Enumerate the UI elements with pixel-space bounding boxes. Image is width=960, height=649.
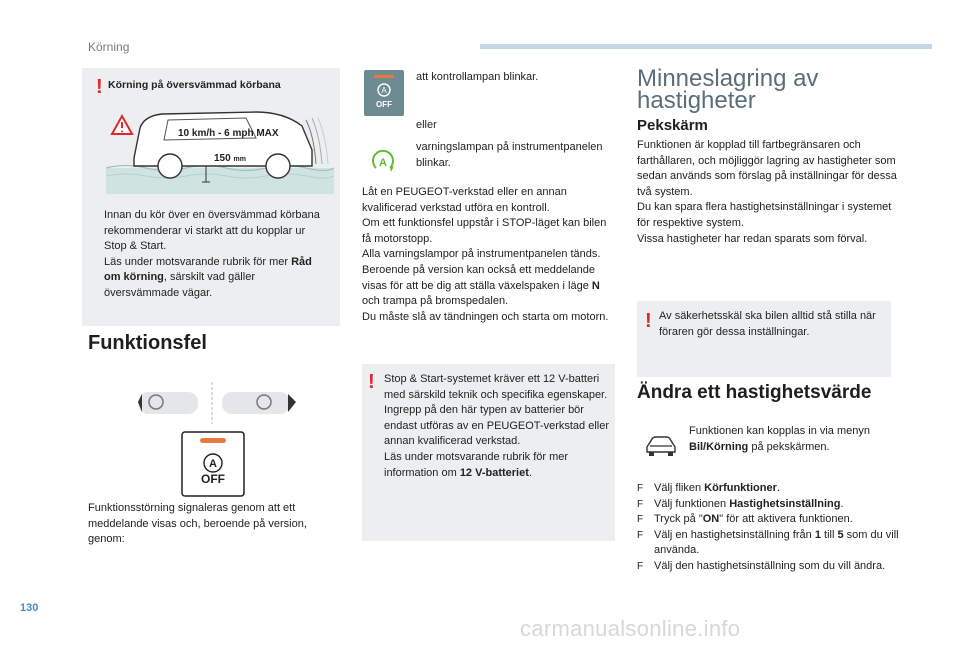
page-number: 130: [20, 602, 39, 614]
flood-depth-unit: mm: [233, 156, 246, 163]
step-bullet: F: [637, 529, 644, 541]
stop-start-warning-lamp-icon: [368, 148, 398, 174]
battery-text-3-suffix: .: [528, 466, 532, 479]
step-item: [637, 497, 899, 513]
funktionsfel-instructions: [362, 185, 616, 325]
speed-memory-description: [637, 138, 899, 247]
stop-start-icon-off-text: OFF: [376, 100, 392, 109]
flood-warning-title: Körning på översvämmad körbana: [108, 79, 281, 91]
step-4-suffix: som du vill använda.: [654, 528, 899, 557]
instruction-4-suffix: och trampa på bromspedalen.: [362, 295, 509, 308]
svg-text:A: A: [379, 157, 387, 169]
header-bar: [480, 44, 932, 49]
stop-start-button-off-label: OFF: [201, 472, 225, 486]
step-3-suffix: " för att aktivera funktionen.: [719, 513, 853, 526]
svg-text:A: A: [209, 458, 217, 470]
flood-text-2-prefix: Läs under motsvarande rubrik för mer: [104, 255, 292, 268]
instruction-4-prefix: Beroende på version kan också ett meddelande visas för att be dig att ställa växelspaken i läge: [362, 263, 595, 292]
instruction-4-bold: N: [591, 279, 600, 292]
flood-warning-text: [104, 208, 330, 302]
speed-memory-heading: Minneslagring av hastigheter: [637, 65, 819, 114]
step-item: [637, 528, 899, 559]
funktionsfel-text: Funktionsstörning signaleras genom att ett meddelande visas och, beroende på version, genom:: [88, 502, 307, 546]
speed-memory-text-3: Vissa hastigheter har redan sparats som förval.: [637, 232, 868, 245]
step-4-bold-2: 5: [837, 528, 844, 541]
warning-lamp-blinks-text: varningslampan på instrumentpanelen blinkar.: [416, 141, 603, 169]
step-2-suffix: .: [840, 497, 844, 510]
touchscreen-subheading: Pekskärm: [637, 117, 708, 134]
warning-exclamation-icon: !: [96, 76, 103, 98]
battery-text-2: Ingrepp på den här typen av batterier bör endast utföras av en PEUGEOT-verkstad eller annan kvalificerad verkstad.: [384, 404, 609, 448]
speed-memory-text-1: Funktionen är kopplad till fartbegränsaren och farthållaren, och möjliggör lagring av hastigheter som sedan används som förslag på inställningar för dessa två system.: [637, 139, 897, 198]
step-item: [637, 512, 899, 528]
indicator-blinks-text: att kontrollampan blinkar.: [416, 71, 539, 83]
car-menu-icon: [644, 434, 678, 460]
svg-text:A: A: [381, 86, 387, 95]
step-3-bold: ON: [702, 513, 720, 526]
step-5-prefix: Välj den hastighetsinställning som du vill ändra.: [654, 559, 886, 572]
menu-access-prefix: Funktionen kan kopplas in via menyn: [689, 425, 870, 437]
step-4-bold: 1: [814, 528, 821, 541]
change-speed-value-heading: Ändra ett hastighetsvärde: [637, 382, 872, 403]
step-bullet: F: [637, 560, 644, 572]
battery-text-3-bold: 12 V-batteriet: [459, 466, 529, 479]
instruction-5: Du måste slå av tändningen och starta om motorn.: [362, 310, 609, 323]
stop-start-off-icon: [364, 70, 404, 116]
instruction-3: Alla varningslampor på instrumentpanelen tänds.: [362, 248, 601, 261]
funktionsfel-heading: Funktionsfel: [88, 332, 207, 354]
step-bullet: F: [637, 483, 644, 494]
safety-warning-text: Av säkerhetsskäl ska bilen alltid stå stilla när föraren gör dessa inställningar.: [659, 310, 876, 338]
menu-access-suffix: på pekskärmen.: [748, 440, 830, 453]
step-item: [637, 481, 899, 497]
battery-text-3-prefix: Läs under motsvarande rubrik för mer information om: [384, 450, 569, 479]
steps-list: [637, 481, 899, 575]
section-header-label: Körning: [88, 40, 130, 54]
flood-depth-label: [214, 153, 246, 164]
step-2-prefix: Välj funktionen: [654, 497, 730, 510]
instruction-1: Låt en PEUGEOT-verkstad eller en annan kvalificerad verkstad utföra en kontroll.: [362, 186, 567, 214]
menu-access-bold: Bil/Körning: [689, 440, 749, 453]
step-bullet: F: [637, 498, 644, 510]
step-bullet: F: [637, 514, 644, 526]
flood-speed-label: 10 km/h - 6 mph MAX: [178, 128, 279, 139]
flood-text-2-suffix: , särskilt vad gäller översvämmade vägar.: [104, 271, 255, 299]
menu-access-text: [689, 424, 899, 455]
step-4-prefix: Välj en hastighetsinställning från: [654, 528, 815, 541]
warning-exclamation-icon: !: [368, 371, 375, 393]
step-2-bold: Hastighetsinställning: [729, 497, 841, 510]
battery-warning-text: [384, 372, 610, 481]
flood-text-2-bold: Råd om körning: [104, 255, 312, 284]
battery-warning-box: [362, 364, 615, 541]
step-4-mid: till: [820, 528, 838, 541]
flood-text-1: Innan du kör över en översvämmad körbana rekommenderar vi starkt att du kopplar ur Stop & Start.: [104, 209, 320, 253]
step-1-prefix: Välj fliken: [654, 482, 705, 494]
flood-warning-box: [82, 68, 340, 326]
flooded-road-car-illustration: [106, 106, 334, 194]
warning-exclamation-icon: !: [645, 310, 652, 332]
step-3-prefix: Tryck på ": [654, 513, 703, 526]
battery-text-1: Stop & Start-systemet kräver ett 12 V-batteri med särskild teknik och specifika egenskaper.: [384, 373, 608, 401]
step-item: [637, 559, 899, 575]
or-text: eller: [416, 119, 437, 131]
instruction-2: Om ett funktionsfel uppstår i STOP-läget kan bilen få motorstopp.: [362, 217, 607, 245]
step-1-suffix: .: [776, 482, 780, 494]
step-1-bold: Körfunktioner: [704, 482, 777, 494]
flood-depth-value: 150: [214, 153, 231, 164]
safety-warning-box: [637, 301, 891, 377]
watermark: carmanualsonline.info: [520, 616, 741, 641]
speed-memory-text-2: Du kan spara flera hastighetsinställningar i systemet för respektive system.: [637, 201, 892, 229]
